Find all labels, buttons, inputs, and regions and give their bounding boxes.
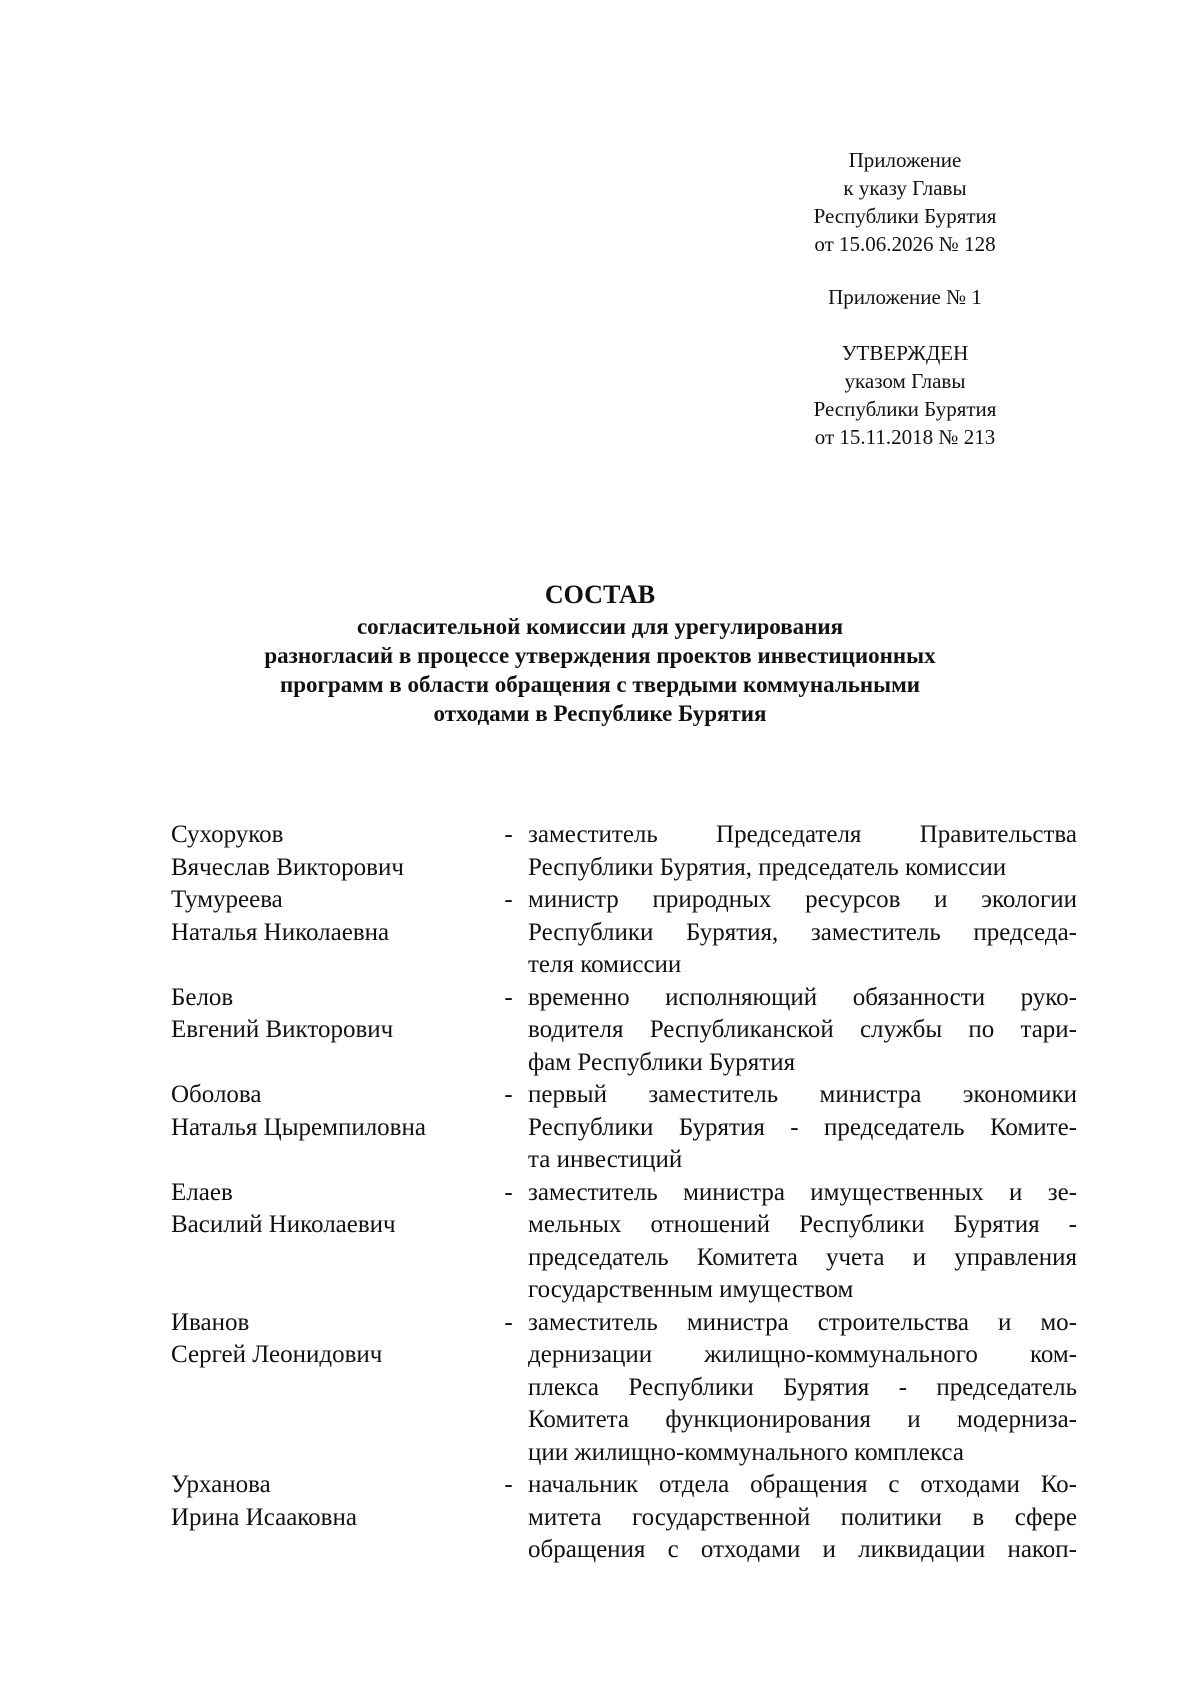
member-dash: - (504, 1308, 513, 1336)
role-line: заместитель министра строительства и мо- (528, 1308, 1077, 1336)
role-line: заместитель министра имущественных и зе- (528, 1178, 1077, 1206)
member-name (171, 819, 489, 884)
member-surname: Оболова (171, 1081, 262, 1108)
member-row (171, 1079, 1077, 1177)
member-surname: Сухоруков (171, 821, 284, 848)
member-given-name: Сергей Леонидович (171, 1341, 383, 1368)
role-line: плекса Республики Бурятия - председатель (528, 1373, 1077, 1401)
member-surname: Белов (171, 983, 234, 1011)
title-subtitle (0, 612, 1200, 728)
role-line: обращения с отходами и ликвидации накоп- (528, 1536, 1077, 1563)
member-row (171, 982, 1077, 1080)
member-given-name: Евгений Викторович (171, 1016, 394, 1043)
stamp-line: от 15.11.2018 № 213 (814, 425, 996, 449)
member-row (171, 1307, 1077, 1470)
role-line: ции жилищно-коммунального комплекса (528, 1438, 964, 1466)
stamp-line: к указу Главы (843, 176, 967, 200)
member-given-name: Ирина Исааковна (171, 1503, 357, 1531)
member-given-name: Наталья Цыремпиловна (171, 1113, 426, 1141)
member-surname: Иванов (171, 1308, 250, 1336)
member-dash: - (504, 821, 513, 848)
appendix-stamp (795, 146, 1015, 258)
role-line: государственным имуществом (528, 1276, 854, 1303)
stamp-line: Приложение (848, 148, 962, 172)
member-row (171, 819, 1077, 884)
role-line: заместитель Председателя Правительства (528, 821, 1077, 848)
stamp-line: указом Главы (844, 369, 966, 393)
member-given-name: Вячеслав Викторович (171, 853, 404, 881)
member-row (171, 1177, 1077, 1307)
role-line: первый заместитель министра экономики (528, 1081, 1077, 1108)
stamp-line: Республики Бурятия (813, 204, 997, 228)
member-given-name: Наталья Николаевна (171, 918, 390, 946)
role-line: Республики Бурятия, председатель комиссии (528, 853, 1007, 881)
member-surname: Урханова (171, 1471, 271, 1498)
member-role (528, 884, 1077, 982)
member-name (171, 1307, 489, 1470)
member-role (528, 1307, 1077, 1470)
member-role (528, 1079, 1077, 1177)
role-line: водителя Республиканской службы по тари- (528, 1016, 1077, 1043)
commission-members-list (171, 819, 1077, 1567)
role-line: Комитета функционирования и модерниза- (528, 1406, 1077, 1433)
role-line: начальник отдела обращения с отходами Ко- (528, 1471, 1077, 1498)
role-line: Республики Бурятия - председатель Комите- (528, 1113, 1077, 1141)
member-row (171, 1469, 1077, 1567)
member-dash: - (504, 1471, 513, 1498)
member-row (171, 884, 1077, 982)
stamp-line: Республики Бурятия (813, 397, 997, 421)
member-name (171, 1469, 489, 1567)
role-line: митета государственной политики в сфере (528, 1503, 1077, 1531)
member-role (528, 1469, 1077, 1567)
member-role (528, 982, 1077, 1080)
member-dash: - (504, 886, 513, 913)
member-role (528, 1177, 1077, 1307)
title-sub-line: отходами в Республике Бурятия (433, 701, 767, 726)
role-line: фам Республики Бурятия (528, 1048, 796, 1076)
member-dash: - (504, 1178, 513, 1206)
member-dash: - (504, 1081, 513, 1108)
member-surname: Тумуреева (171, 886, 283, 913)
member-dash: - (504, 983, 513, 1011)
member-name (171, 884, 489, 982)
role-line: дернизации жилищно-коммунального ком- (528, 1341, 1077, 1368)
title-main: СОСТАВ (544, 580, 656, 609)
role-line: теля комиссии (528, 951, 682, 978)
title-sub-line: согласительной комиссии для урегулирования (356, 614, 844, 639)
stamp-line: от 15.06.2026 № 128 (814, 232, 996, 256)
role-line: министр природных ресурсов и экологии (528, 886, 1077, 913)
document-title (0, 580, 1200, 728)
member-given-name: Василий Николаевич (171, 1211, 396, 1238)
title-sub-line: программ в области обращения с твердыми коммунальными (279, 672, 921, 697)
approved-stamp (795, 339, 1015, 451)
member-surname: Елаев (171, 1178, 233, 1206)
member-name (171, 1079, 489, 1177)
role-line: председатель Комитета учета и управления (528, 1243, 1077, 1271)
role-line: временно исполняющий обязанности руко- (528, 983, 1077, 1011)
title-sub-line: разногласий в процессе утверждения проектов инвестиционных (264, 643, 936, 668)
member-name (171, 1177, 489, 1307)
stamp-line: Приложение № 1 (828, 285, 982, 309)
role-line: Республики Бурятия, заместитель председа- (528, 918, 1077, 946)
role-line: та инвестиций (528, 1146, 683, 1173)
member-name (171, 982, 489, 1080)
appendix-number-stamp (795, 283, 1015, 311)
stamp-line: УТВЕРЖДЕН (841, 341, 969, 365)
role-line: мельных отношений Республики Бурятия - (528, 1211, 1077, 1238)
member-role (528, 819, 1077, 884)
